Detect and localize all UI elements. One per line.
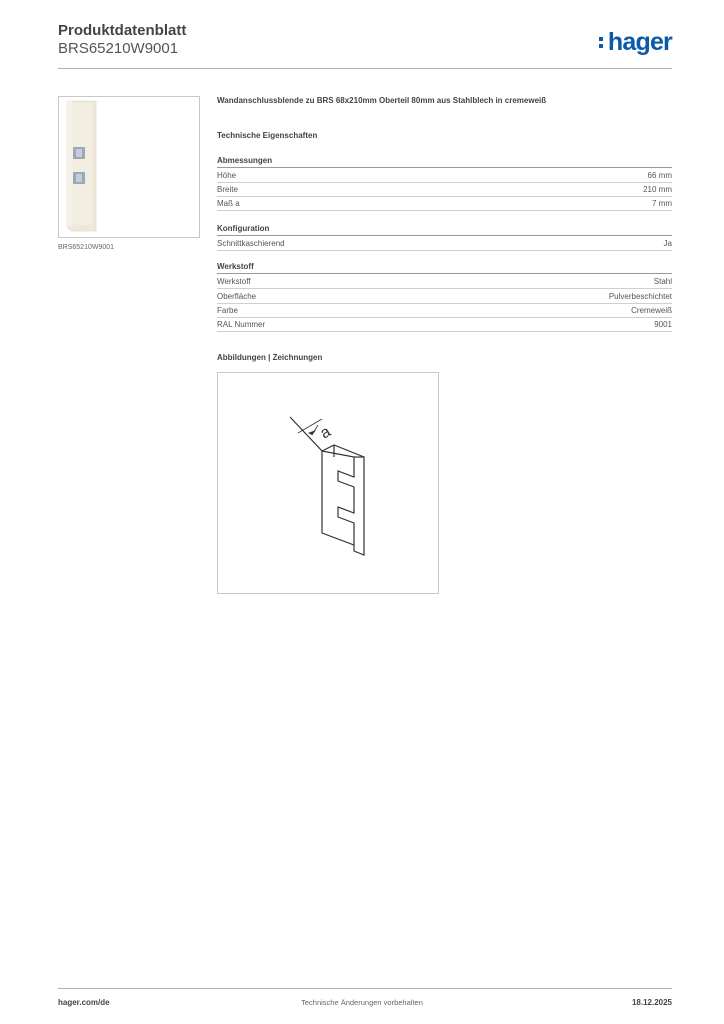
dimension-label: a xyxy=(317,423,334,443)
spec-value: 9001 xyxy=(654,320,672,329)
technical-drawing xyxy=(217,372,439,594)
spec-value: Ja xyxy=(663,239,672,248)
page-title: Produktdatenblatt xyxy=(58,22,187,39)
product-image xyxy=(58,96,200,238)
group-title-konfiguration: Konfiguration xyxy=(217,224,672,236)
footer-divider xyxy=(58,988,672,989)
footer-note: Technische Änderungen vorbehalten xyxy=(301,998,423,1007)
spec-value: 66 mm xyxy=(647,171,672,180)
product-photo-icon xyxy=(59,97,199,237)
spec-value: Pulverbeschichtet xyxy=(608,292,672,301)
spec-label: Werkstoff xyxy=(217,277,251,286)
spec-row xyxy=(217,183,672,197)
spec-label: Maß a xyxy=(217,199,240,208)
spec-label: Schnittkaschierend xyxy=(217,239,285,248)
spec-row xyxy=(217,304,672,318)
footer-website-link[interactable]: hager.com/de xyxy=(58,998,110,1007)
spec-value: Stahl xyxy=(653,277,672,286)
spec-row xyxy=(217,197,672,211)
hager-logo[interactable] xyxy=(608,28,672,57)
logo-text: hager xyxy=(607,28,672,56)
spec-value: 7 mm xyxy=(652,199,672,208)
spec-value: Cremeweiß xyxy=(631,306,672,315)
logo-colon-icon xyxy=(599,37,603,51)
spec-row xyxy=(217,169,672,183)
product-description: Wandanschlussblende zu BRS 68x210mm Oberteil 80mm aus Stahlblech in cremeweiß xyxy=(217,96,547,105)
spec-row xyxy=(217,290,672,304)
drawing-icon xyxy=(218,373,438,593)
image-caption: BRS65210W9001 xyxy=(58,244,115,251)
spec-label: Breite xyxy=(217,185,238,194)
spec-value: 210 mm xyxy=(643,185,672,194)
spec-row xyxy=(217,237,672,251)
footer-date: 18.12.2025 xyxy=(631,998,672,1007)
header-divider xyxy=(58,68,672,69)
group-title-werkstoff: Werkstoff xyxy=(217,262,672,274)
article-number: BRS65210W9001 xyxy=(58,40,179,57)
spec-label: RAL Nummer xyxy=(217,320,266,329)
spec-label: Höhe xyxy=(217,171,237,180)
group-title-abmessungen: Abmessungen xyxy=(217,156,672,168)
specs-section-title: Technische Eigenschaften xyxy=(217,131,318,140)
spec-label: Oberfläche xyxy=(217,292,257,301)
drawings-title: Abbildungen | Zeichnungen xyxy=(217,353,323,362)
spec-row xyxy=(217,318,672,332)
spec-row xyxy=(217,275,672,289)
spec-label: Farbe xyxy=(217,306,238,315)
